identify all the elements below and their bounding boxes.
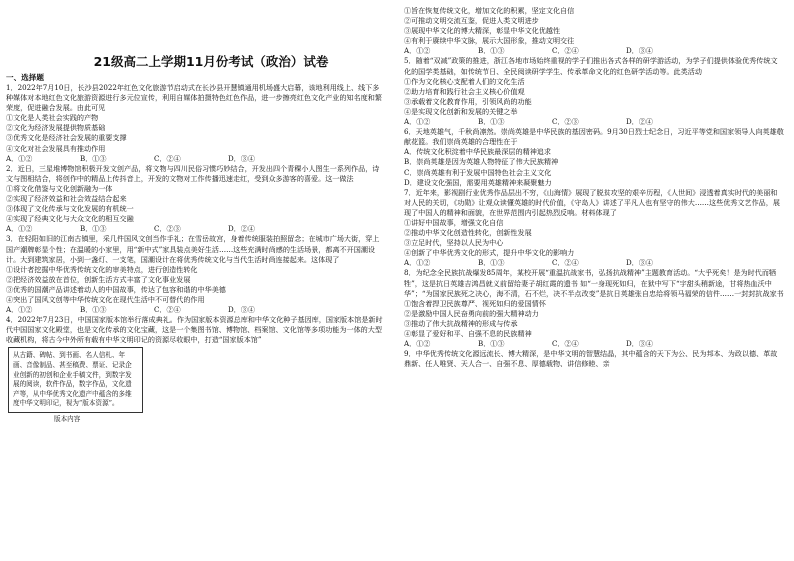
q7-option: ③立足时代，坚持以人民为中心 bbox=[404, 238, 504, 248]
q3-option: ①设计者挖掘中华优秀传统文化的审美特点，进行创造性转化 bbox=[6, 264, 198, 274]
q1-option: ①文化是人类社会实践的产物 bbox=[6, 113, 99, 123]
q8-answers bbox=[404, 339, 784, 349]
q4-option: ②可推动文明交流互鉴，促进人类文明进步 bbox=[404, 16, 539, 26]
q2-stem: 2．近日，三星堆博物馆积极开发文创产品，将文物与四川民俗习惯巧妙结合，开发出四个青稞小人图生一系列作品，诗文与图相结合，将创作中的精品上传抖音上，开发的文物对工作传播迅速走红，受到众多游客的喜爱。这一做法 bbox=[6, 163, 380, 183]
q2-answers bbox=[6, 224, 386, 234]
q1-option: ③优秀文化是经济社会发展的重要支撑 bbox=[6, 133, 127, 143]
answer-choice: A．①② bbox=[6, 153, 33, 163]
answer-choice: A．①② bbox=[404, 117, 431, 127]
q7-option: ②推动中华文化创造性转化，创新性发展 bbox=[404, 228, 532, 238]
answer-choice: B．①③ bbox=[80, 224, 107, 234]
q2-option: ③体现了文化传承与文化发展的有机统一 bbox=[6, 204, 134, 214]
q3-option: ③优秀的国潮产品讲述着动人的中国故事，传达了包容和谐的中华美德 bbox=[6, 284, 226, 294]
q3-stem: 3．在轻阳如旧的江南古镇里，采几件国风文创当作手礼；在雪岳故宫，身着传统服装拍照留念；在城市广场大街，穿上国产潮牌彰显个性；在温暖的小家里，用“新中式”家具装点美好生活……这些充满时尚感的生活场景，都离不开国潮设计。大到建筑家居，小到一盏灯、一支笔，国潮设计在将优秀传统文化与当代生活时尚连接起来。这体现了 bbox=[6, 234, 380, 264]
answer-choice: D．③④ bbox=[626, 258, 653, 268]
answer-choice: C．②④ bbox=[552, 339, 579, 349]
q6-option: C．崇尚英雄有利于发展中国特色社会主义文化 bbox=[404, 167, 552, 177]
answer-choice: C．②④ bbox=[154, 153, 181, 163]
q8-option: ②是激励中国人民奋勇向前的强大精神动力 bbox=[404, 308, 539, 318]
q6-option: A．传统文化积淀着中华民族最深层的精神追求 bbox=[404, 147, 551, 157]
q6-stem: 6．天地英雄气，千秋尚凛然。崇尚英雄是中华民族的基因密码。9月30日烈士纪念日，习近平等党和国家领导人向英雄敬献花篮。我们崇尚英雄的合理性在于 bbox=[404, 127, 784, 147]
q5-option: ④是实现文化创新和发展的关键之举 bbox=[404, 106, 518, 116]
q7-answers bbox=[404, 258, 784, 268]
q9-stem: 9．中华优秀传统文化源远流长、博大精深，是中华文明的智慧结晶，其中蕴含的天下为公、民为邦本、为政以德、革故鼎新、任人唯贤、天人合一、自强不息、厚德载物、讲信修睦、亲 bbox=[404, 349, 778, 369]
right-content bbox=[404, 6, 784, 369]
left-column bbox=[6, 0, 386, 561]
answer-choice: B．①③ bbox=[80, 153, 107, 163]
answer-choice: C．②③ bbox=[552, 117, 579, 127]
answer-choice: A．①② bbox=[6, 224, 33, 234]
answer-choice: C．②④ bbox=[552, 258, 579, 268]
answer-choice: C．②③ bbox=[154, 224, 181, 234]
q8-stem: 8．为纪念全民族抗战爆发85周年，某校开展“重温抗战家书，弘扬抗战精神”主题教育活动。“大乎死矣！是为时代而牺牲”，这是抗日英雄吉鸿昌就义前留给妻子胡红霞的遗书 如“一身现死如归，在狱中写下“宇甜头稍新途，甘将热血沃中华”；“为国家民族死之决心，海不清，石不烂，决不半点改变”是抗日英雄张自忠给将领马福荣的信件……一封封抗战家书 bbox=[404, 268, 784, 298]
answer-choice: A．①② bbox=[404, 258, 431, 268]
q7-option: ①讲好中国故事，增强文化自信 bbox=[404, 217, 504, 227]
right-column bbox=[404, 0, 784, 561]
q2-option: ②实现了经济效益和社会效益结合起来 bbox=[6, 194, 127, 204]
answer-choice: A．①② bbox=[404, 339, 431, 349]
q8-option: ④彰显了爱好和平、自强不息的民族精神 bbox=[404, 329, 532, 338]
q1-answers bbox=[6, 154, 386, 164]
answer-choice: D．③④ bbox=[626, 46, 653, 56]
q5-answers bbox=[404, 117, 784, 127]
exam-title: 21级高二上学期11月份考试（政治）试卷 bbox=[93, 54, 329, 69]
q5-stem: 5．随着“双减”政策的推进，浙江各地市场始终重视的学子们推出各式各样的研学游活动，为学子们提供体验优秀传统文化的国学类基础，如传统节日、全民阅读研学学生、传承革命文化的红色研学活动等。此类活动 bbox=[404, 56, 778, 76]
answer-choice: C．②④ bbox=[154, 305, 181, 315]
answer-choice: A．①② bbox=[6, 305, 33, 315]
answer-choice: B．①③ bbox=[478, 258, 505, 268]
q4-stem: 4．2022年7月23日，中国国家版本馆举行落成典礼。作为国家版本资源总库和中华文化种子基因库，国家版本馆是新时代中国国家文化殿堂，也是文化传承的文化宝藏，这是一个集图书馆、博物馆、档案馆、文化馆等多项功能为一体的大型收藏机构，将古今中外所有载有中华文明印记的资源尽收眼中，打造“国家版本馆” bbox=[6, 315, 383, 345]
q5-option: ②助力培育和践行社会主义核心价值观 bbox=[404, 86, 525, 96]
q4-option: ③展现中华文化的博大精深，彰显中华文化优越性 bbox=[404, 26, 561, 36]
q2-option: ①将文化借鉴与文化创新融为一体 bbox=[6, 183, 113, 193]
q4-material bbox=[6, 345, 386, 424]
q4-option: ④有利于赓续中华文脉，展示大国形象，推动文明交往 bbox=[404, 36, 575, 46]
answer-choice: A．①② bbox=[404, 46, 431, 56]
q3-option: ④突出了国风文创等中华传统文化在现代生活中不可替代的作用 bbox=[6, 294, 205, 304]
q6-option: D．建设文化强国，需要用英雄精神来凝聚魅力 bbox=[404, 177, 552, 187]
q3-option: ②把经济效益放在首位，创新生活方式丰富了文化事业发展 bbox=[6, 274, 191, 284]
q4-material-box: 从古籍、碑帖、到书画、名人信札、年画、音像制品、甚至稿费、票证、记录企业创新的初创和企业手稿文件，到数字发展的阅读，软件作品，数字作品，文化遗产等，从中华优秀文化遗产中蕴含的多维度中华文明印记，视为“版本资源”。 bbox=[8, 347, 143, 413]
q2-option: ④实现了经典文化与大众文化的相互交融 bbox=[6, 214, 134, 224]
q4-caption: 版本内容 bbox=[54, 415, 81, 423]
q3-answers bbox=[6, 305, 386, 315]
q7-stem: 7．近年来，影视剧行业优秀作品层出不穷，《山海情》展现了脱贫攻坚的艰辛历程，《人世间》浸透着真实时代的美丽和对人民的关切，《功勋》让观众读懂英雄的时代价值，《守岛人》讲述了平凡人也有坚守的伟大……这些优秀文艺作品，展现了中国人的精神和面貌，在世界范围内引起热烈反响。材料体现了 bbox=[404, 187, 780, 217]
answer-choice: D．③④ bbox=[228, 305, 255, 315]
q4-answers bbox=[404, 46, 784, 56]
q4-option: ①旨在恢复传统文化，增加文化的积累，坚定文化自信 bbox=[404, 6, 575, 15]
answer-choice: D．②④ bbox=[626, 117, 653, 127]
answer-choice: D．③④ bbox=[626, 339, 653, 349]
answer-choice: C．②④ bbox=[552, 46, 579, 56]
answer-choice: B．①③ bbox=[80, 305, 107, 315]
answer-choice: B．①③ bbox=[478, 117, 505, 127]
q5-option: ①作为文化核心支配着人们的文化生活 bbox=[404, 76, 525, 86]
answer-choice: D．③④ bbox=[228, 153, 255, 163]
q8-option: ①饱含着捍卫民族尊严、视死如归的爱国情怀 bbox=[404, 298, 546, 308]
answer-choice: B．①③ bbox=[478, 46, 505, 56]
q7-option: ④创新了中华优秀文化的形式，提升中华文化的影响力 bbox=[404, 248, 575, 258]
q6-option: B．崇尚英雄是因为英雄人物特征了伟大民族精神 bbox=[404, 157, 559, 167]
section-heading: 一、选择题 bbox=[6, 73, 44, 82]
q1-stem: 1．2022年7月10日，长沙县2022年红色文化旅游节启动式在长沙县开慧镇通用机场盛大启幕，该地利用线上、线下多种媒体对本地红色文化旅游资源进行多元位宣传，利用自媒体拍摄特色红色作品，进一步擦亮红色文化产业的知名度和繁荣度，促进融合发展。由此可见 bbox=[6, 83, 382, 113]
q1-option: ②文化为经济发展提供物质基础 bbox=[6, 123, 106, 133]
left-content bbox=[6, 72, 386, 424]
answer-choice: D．②④ bbox=[228, 224, 255, 234]
q8-option: ③推动了伟大抗战精神的形成与传承 bbox=[404, 318, 518, 328]
answer-choice: B．①③ bbox=[478, 339, 505, 349]
q5-option: ③承载着文化教育作用，引领风尚的功能 bbox=[404, 96, 532, 106]
q1-option: ④文化对社会发展具有推动作用 bbox=[6, 143, 106, 153]
